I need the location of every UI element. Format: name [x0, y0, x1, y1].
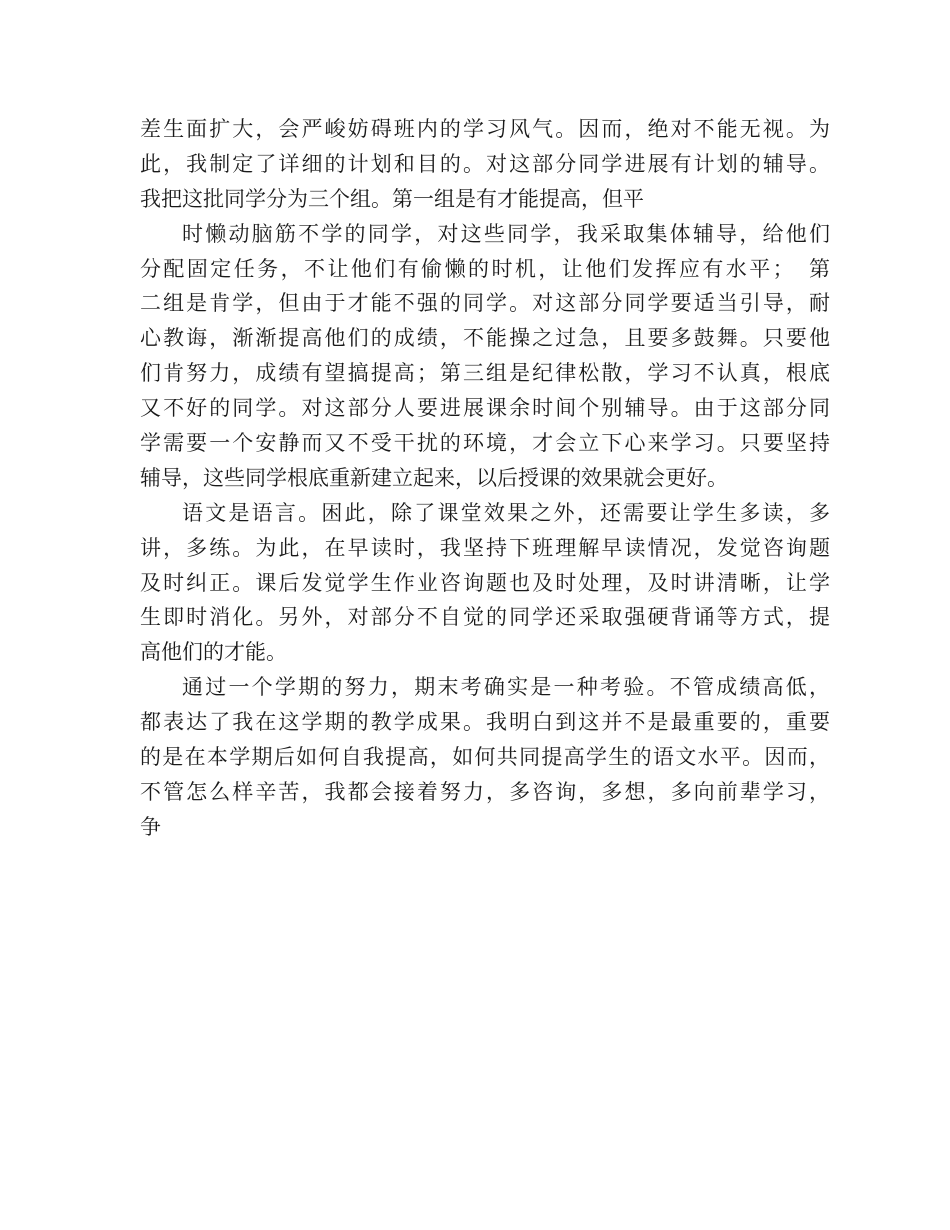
text-line: 又不好的同学。对这部分人要进展课余时间个别辅导。由于这部分同 [140, 396, 830, 421]
text-line: 辅导，这些同学根底重新建立起来，以后授课的效果就会更好。 [140, 465, 728, 490]
text-line: 通过一个学期的努力，期末考确实是一种考验。不管成绩高低， [182, 675, 830, 700]
text-line: 分配固定任务，不让他们有偷懒的时机，让他们发挥应有水平； 第 [140, 256, 830, 281]
text-line: 争 [140, 814, 161, 839]
text-line: 我把这批同学分为三个组。第一组是有才能提高，但平 [140, 186, 644, 211]
text-line: 讲，多练。为此，在早读时，我坚持下班理解早读情况，发觉咨询题 [140, 535, 830, 560]
text-line: 学需要一个安静而又不受干扰的环境，才会立下心来学习。只要坚持 [140, 431, 830, 456]
text-line: 二组是肯学，但由于才能不强的同学。对这部分同学要适当引导，耐 [140, 291, 830, 316]
text-line: 此，我制定了详细的计划和目的。对这部分同学进展有计划的辅导。 [140, 151, 830, 176]
text-line: 语文是语言。困此，除了课堂效果之外，还需要让学生多读，多 [182, 500, 830, 525]
document-body [140, 112, 830, 845]
text-line: 心教诲，渐渐提高他们的成绩，不能操之过急，且要多鼓舞。只要他 [140, 326, 830, 351]
text-line: 们肯努力，成绩有望搞提高；第三组是纪律松散，学习不认真，根底 [140, 361, 830, 386]
text-line: 高他们的才能。 [140, 640, 287, 665]
text-line: 不管怎么样辛苦，我都会接着努力，多咨询，多想，多向前辈学习， [140, 779, 830, 804]
text-line: 的是在本学期后如何自我提高，如何共同提高学生的语文水平。因而， [140, 745, 830, 770]
text-line: 差生面扩大，会严峻妨碍班内的学习风气。因而，绝对不能无视。为 [140, 117, 830, 141]
text-line: 时懒动脑筋不学的同学，对这些同学，我采取集体辅导，给他们 [182, 221, 830, 246]
text-line: 及时纠正。课后发觉学生作业咨询题也及时处理，及时讲清晰，让学 [140, 570, 830, 595]
text-line: 都表达了我在这学期的教学成果。我明白到这并不是最重要的，重要 [140, 710, 830, 735]
text-line: 生即时消化。另外，对部分不自觉的同学还采取强硬背诵等方式，提 [140, 605, 830, 630]
